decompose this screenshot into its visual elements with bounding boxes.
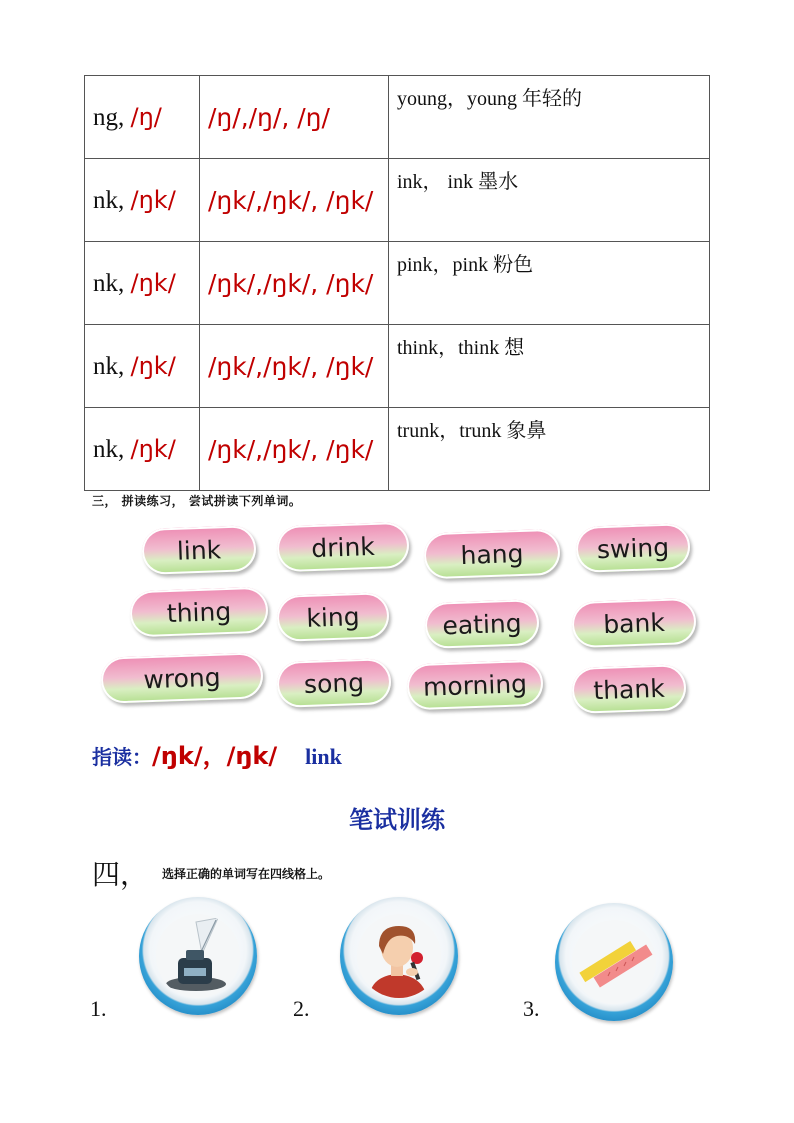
word-pill: eating xyxy=(424,599,540,649)
phonics-table xyxy=(84,75,710,491)
ipa-repeat-cell: /ŋ/,/ŋ/, /ŋ/ xyxy=(200,76,389,159)
table-row xyxy=(85,242,710,325)
table-row xyxy=(85,76,710,159)
word-pill: drink xyxy=(276,522,410,573)
letters-cell: nk, /ŋk/ xyxy=(85,408,200,491)
pink-ruler-icon xyxy=(555,903,673,1021)
question-number: 3. xyxy=(523,996,540,1021)
section4-numeral: 四， xyxy=(92,858,149,891)
letters-cell: ng, /ŋ/ xyxy=(85,76,200,159)
drill-word: link xyxy=(305,744,342,769)
example-cell: think，think 想 xyxy=(389,325,710,408)
ipa-repeat-cell: /ŋk/,/ŋk/, /ŋk/ xyxy=(200,242,389,325)
question-number: 2. xyxy=(293,996,310,1021)
drill-ipa: /ŋk/，/ŋk/ xyxy=(152,742,278,770)
written-practice-title: 笔试训练 xyxy=(349,806,445,834)
drill-label: 指读： xyxy=(92,745,152,769)
singer-icon xyxy=(340,897,458,1015)
ink-bottle-icon xyxy=(139,897,257,1015)
ipa-repeat-cell: /ŋk/,/ŋk/, /ŋk/ xyxy=(200,408,389,491)
word-pill: thing xyxy=(129,587,269,638)
word-pill: morning xyxy=(406,660,544,711)
pointing-drill xyxy=(92,736,342,771)
ipa-repeat-cell: /ŋk/,/ŋk/, /ŋk/ xyxy=(200,159,389,242)
example-cell: young，young 年轻的 xyxy=(389,76,710,159)
word-pill: link xyxy=(141,525,257,575)
word-pill: bank xyxy=(571,598,697,648)
section4-instruction: 选择正确的单词写在四线格上。 xyxy=(162,867,331,881)
example-cell: trunk，trunk 象鼻 xyxy=(389,408,710,491)
table-row xyxy=(85,408,710,491)
letters-cell: nk, /ŋk/ xyxy=(85,325,200,408)
word-pill: song xyxy=(276,658,392,708)
word-pill: swing xyxy=(575,523,691,573)
question-number: 1. xyxy=(90,996,107,1021)
table-row xyxy=(85,325,710,408)
letters-cell: nk, /ŋk/ xyxy=(85,242,200,325)
word-pill: king xyxy=(276,592,390,642)
section3-heading: 三， 拼读练习， 尝试拼读下列单词。 xyxy=(92,494,302,508)
word-pill: wrong xyxy=(100,652,264,704)
section4-heading xyxy=(92,853,330,893)
word-pill: thank xyxy=(571,664,687,714)
letters-cell: nk, /ŋk/ xyxy=(85,159,200,242)
example-cell: ink， ink 墨水 xyxy=(389,159,710,242)
word-pill: hang xyxy=(423,529,561,580)
table-row xyxy=(85,159,710,242)
example-cell: pink，pink 粉色 xyxy=(389,242,710,325)
ipa-repeat-cell: /ŋk/,/ŋk/, /ŋk/ xyxy=(200,325,389,408)
